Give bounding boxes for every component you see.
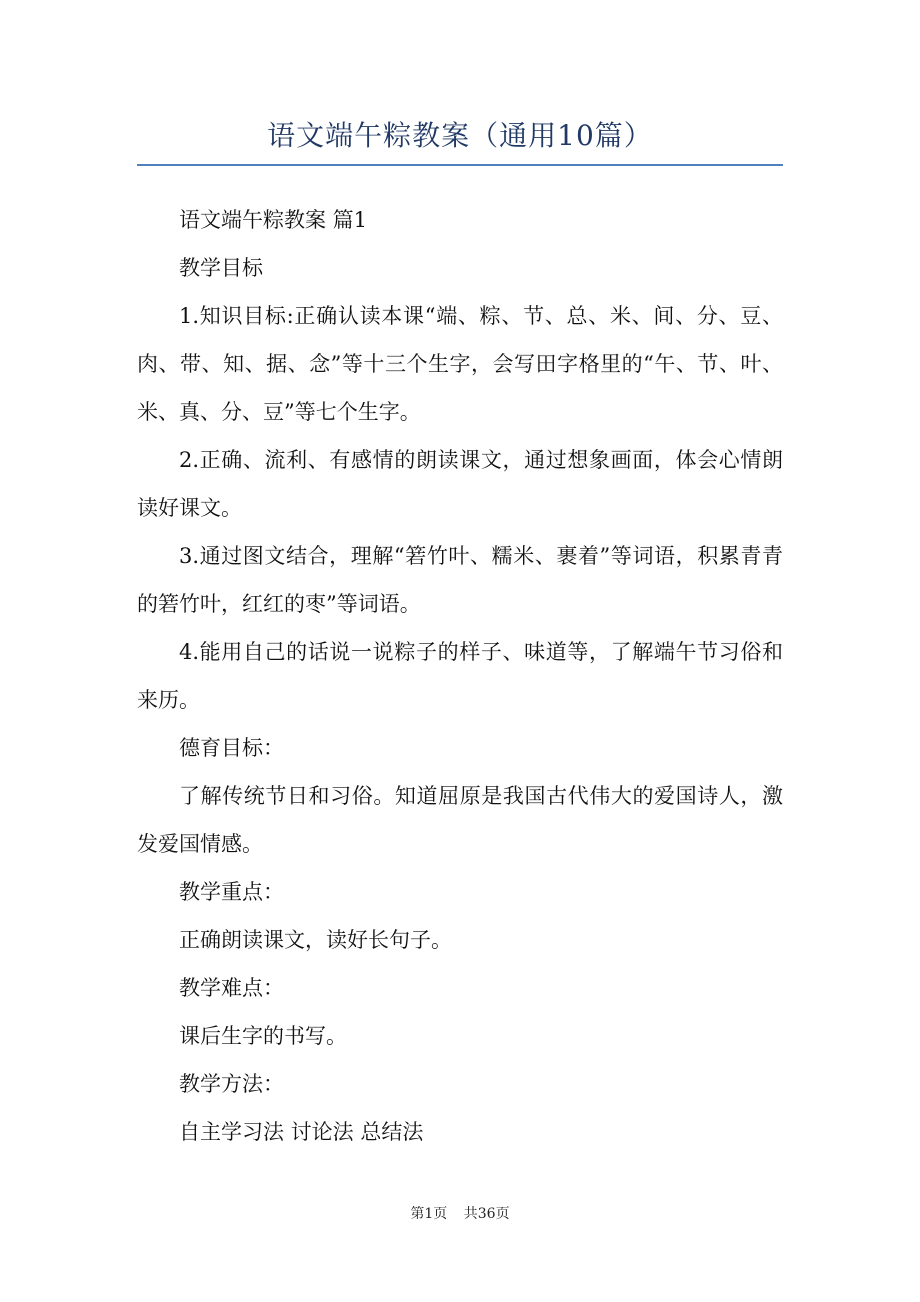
section-heading: 语文端午粽教案 篇1 — [179, 208, 368, 232]
subheading-moral-goals: 德育目标： — [179, 736, 284, 760]
goal-item-2: 2.正确、流利、有感情的朗读课文，通过想象画面，体会心情朗读好课文。 — [137, 448, 783, 520]
document-body — [137, 196, 783, 1156]
subheading-key-points: 教学重点： — [179, 880, 284, 904]
difficulties-text: 课后生字的书写。 — [179, 1024, 347, 1048]
page-number: 第1页 — [410, 1206, 448, 1222]
key-points-text: 正确朗读课文，读好长句子。 — [179, 928, 452, 952]
page-footer — [0, 1204, 920, 1224]
subheading-difficulties: 教学难点： — [179, 976, 284, 1000]
document-title: 语文端午粽教案（通用10篇） — [267, 119, 653, 152]
moral-goals-text: 了解传统节日和习俗。知道屈原是我国古代伟大的爱国诗人，激发爱国情感。 — [137, 784, 783, 856]
subheading-methods: 教学方法： — [179, 1072, 284, 1096]
methods-text: 自主学习法 讨论法 总结法 — [179, 1120, 424, 1144]
title-underline-divider — [137, 164, 783, 166]
subheading-teaching-goals: 教学目标 — [179, 256, 263, 280]
goal-item-1: 1.知识目标:正确认读本课“端、粽、节、总、米、间、分、豆、肉、带、知、据、念”等十三个生字，会写田字格里的“午、节、叶、米、真、分、豆”等七个生字。 — [137, 304, 783, 424]
total-pages: 共36页 — [463, 1206, 510, 1222]
goal-item-4: 4.能用自己的话说一说粽子的样子、味道等，了解端午节习俗和来历。 — [137, 640, 783, 712]
goal-item-3: 3.通过图文结合，理解“箬竹叶、糯米、裹着”等词语，积累青青的箬竹叶，红红的枣”等词语。 — [137, 544, 783, 616]
